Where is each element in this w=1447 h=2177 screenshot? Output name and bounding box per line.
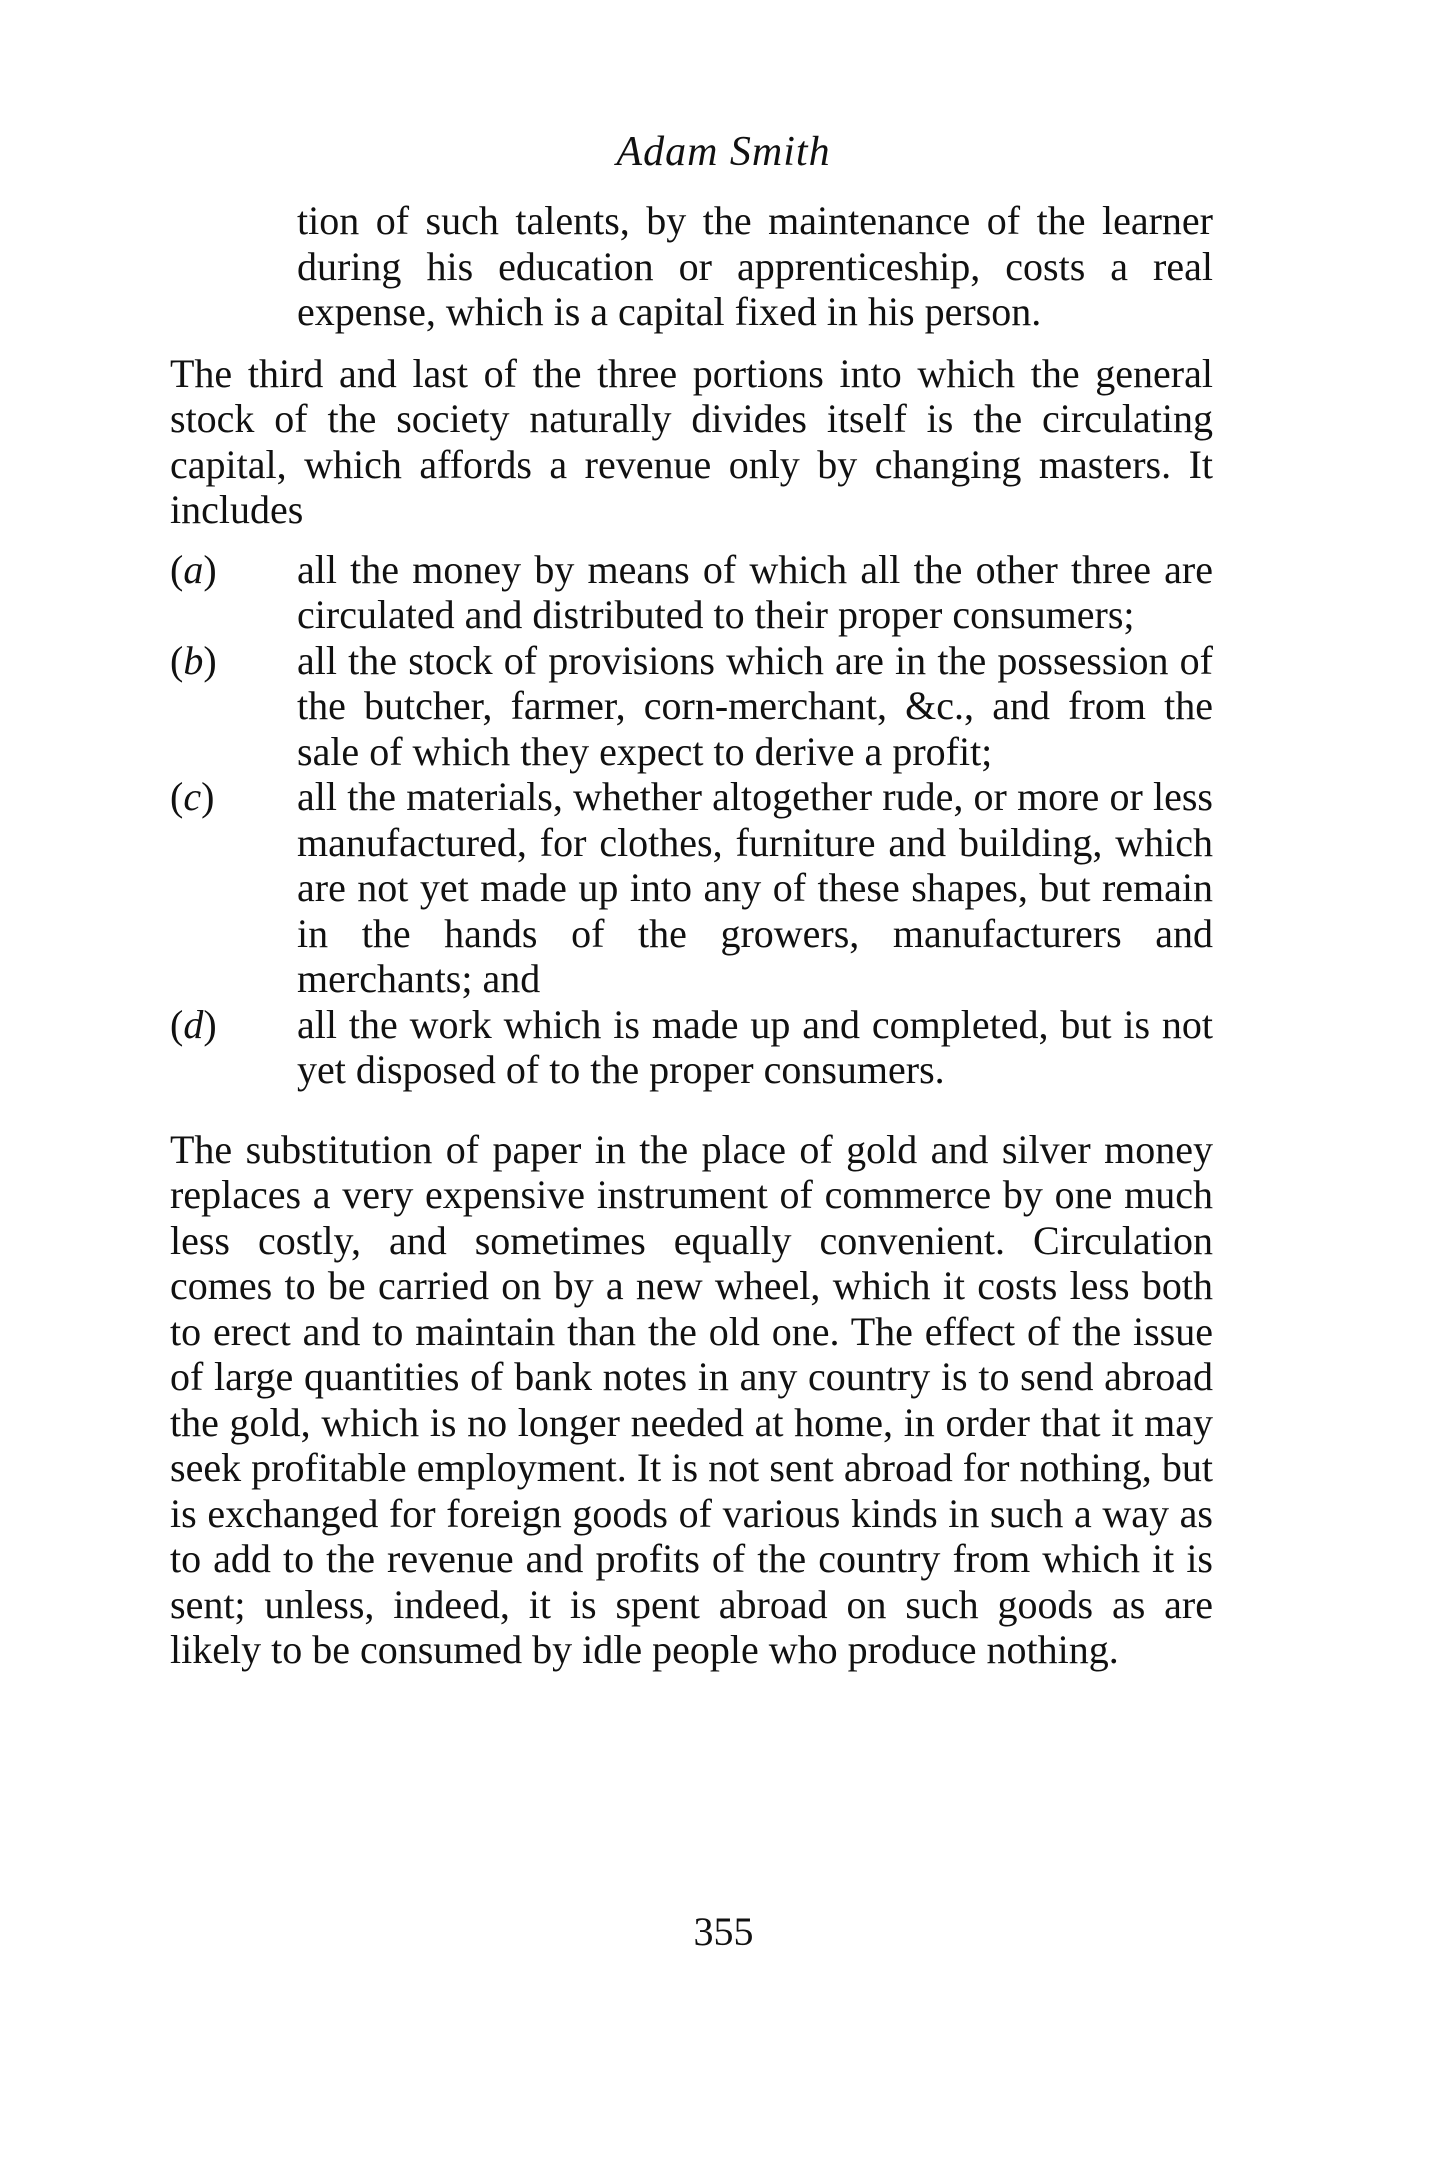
body-text xyxy=(170,198,1213,1673)
capital-list xyxy=(170,547,1213,1093)
list-item-text: all the stock of provisions which are in the possession of the butcher, farmer, corn-merchant, &c., and from the sale of which they expect to derive a profit; xyxy=(297,637,1213,774)
list-item-text: all the materials, whether altogether rude, or more or less manufactured, for clothes, furniture and building, which are not yet made up into any of these shapes, but remain in the hands of the growers, manufacturers and merchants; and xyxy=(297,774,1213,1001)
paragraph-circulating-capital: The third and last of the three portions into which the general stock of the society naturally divides itself is the circulating capital, which affords a revenue only by changing masters. It includes xyxy=(170,350,1213,532)
page-number: 355 xyxy=(693,1909,754,1954)
list-marker: (a) xyxy=(170,546,217,592)
list-marker: (c) xyxy=(170,774,215,819)
list-marker: (b) xyxy=(170,637,217,683)
list-item-text: all the work which is made up and completed, but is not yet disposed of to the proper consumers. xyxy=(297,1001,1213,1092)
paragraph-continued: tion of such talents, by the maintenance of the learner during his education or apprenticeship, costs a real expense, which is a capital fixed in his person. xyxy=(297,198,1213,334)
paragraph-paper-money: The substitution of paper in the place of gold and silver money replaces a very expensive instrument of commerce by one much less costly, and sometimes equally convenient. Circulation comes to be carried on by a new wheel, which it costs less both to erect and to maintain than the old one. The effect of the issue of large quantities of bank notes in any country is to send abroad the gold, which is no longer needed at home, in order that it may seek profitable employment. It is not sent abroad for nothing, but is exchanged for foreign goods of various kinds in such a way as to add to the revenue and profits of the country from which it is sent; unless, indeed, it is spent abroad on such goods as are likely to be consumed by idle people who produce nothing. xyxy=(170,1126,1213,1672)
list-item-text: all the money by means of which all the other three are circulated and distributed to their proper consumers; xyxy=(297,546,1213,637)
running-head: Adam Smith xyxy=(616,129,831,175)
list-item-b xyxy=(170,638,1213,775)
list-item-d xyxy=(170,1002,1213,1093)
list-item-a xyxy=(170,547,1213,638)
list-item-c xyxy=(170,774,1213,1002)
list-marker: (d) xyxy=(170,1001,217,1047)
